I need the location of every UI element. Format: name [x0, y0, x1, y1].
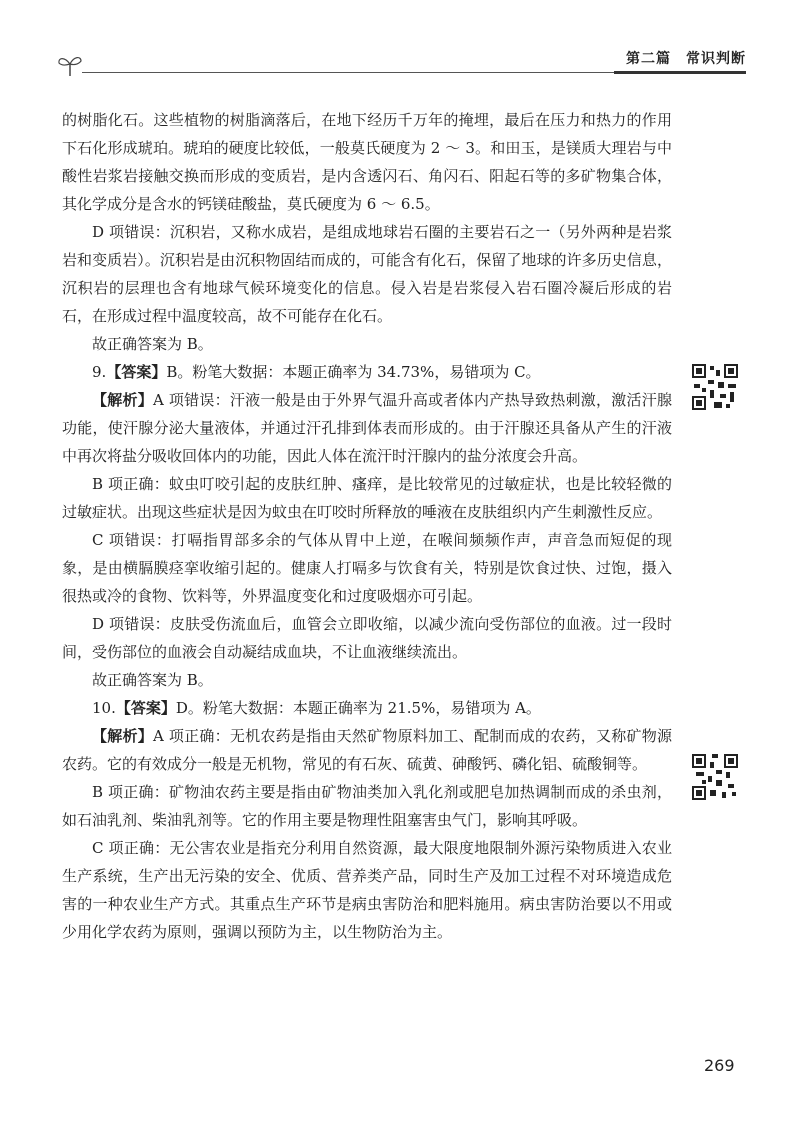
header-rule	[82, 72, 614, 73]
analysis-text: A 项正确：无机农药是指由天然矿物原料加工、配制而成的农药，又称矿物源农药。它的有效成分一般是无机物，常见的有石灰、硫黄、砷酸钙、磷化铝、硫酸铜等。	[62, 727, 672, 773]
answer-tag: 【答案】	[106, 363, 167, 381]
question-number: 10.	[92, 699, 116, 717]
header-rule-accent	[614, 71, 746, 74]
qr-code-icon[interactable]	[690, 362, 740, 412]
qr-code-icon[interactable]	[690, 752, 740, 802]
paragraph: 的树脂化石。这些植物的树脂滴落后，在地下经历千万年的掩埋，最后在压力和热力的作用下石化形成琥珀。琥珀的硬度比较低，一般莫氏硬度为 2 ～ 3。和田玉，是镁质大理岩与中酸性岩浆岩接触交换而形成的变质岩，是内含透闪石、角闪石、阳起石等的多矿物集合体，其化学成分是含水的钙镁硅酸盐，莫氏硬度为 6 ～ 6.5。	[62, 111, 672, 213]
answer-text: D。粉笔大数据：本题正确率为 21.5%，易错项为 A。	[175, 699, 541, 717]
page-body	[62, 106, 672, 946]
question-10-analysis	[62, 722, 672, 778]
paragraph: C 项错误：打嗝指胃部多余的气体从胃中上逆，在喉间频频作声，声音急而短促的现象，是由横膈膜痉挛收缩引起的。健康人打嗝多与饮食有关，特别是饮食过快、过饱，摄入很热或冷的食物、饮料等，外界温度变化和过度吸烟亦可引起。	[62, 531, 672, 605]
question-number: 9.	[92, 363, 107, 381]
question-10-answer-line	[62, 694, 672, 722]
question-9-analysis	[62, 386, 672, 470]
sprout-icon	[56, 50, 84, 78]
paragraph: B 项正确：蚊虫叮咬引起的皮肤红肿、瘙痒，是比较常见的过敏症状，也是比较轻微的过敏症状。出现这些症状是因为蚊虫在叮咬时所释放的唾液在皮肤组织内产生刺激性反应。	[62, 475, 672, 521]
question-9-answer-line	[62, 358, 672, 386]
answer-text: B。粉笔大数据：本题正确率为 34.73%，易错项为 C。	[166, 363, 541, 381]
page-number: 269	[704, 1056, 735, 1075]
paragraph: D 项错误：沉积岩，又称水成岩，是组成地球岩石圈的主要岩石之一（另外两种是岩浆岩和变质岩）。沉积岩是由沉积物固结而成的，可能含有化石，保留了地球的许多历史信息，沉积岩的层理也含有地球气候环境变化的信息。侵入岩是岩浆侵入岩石圈冷凝后形成的岩石，在形成过程中温度较高，故不可能存在化石。	[62, 223, 672, 325]
page-header	[56, 48, 746, 84]
paragraph: D 项错误：皮肤受伤流血后，血管会立即收缩，以减少流向受伤部位的血液。过一段时间，受伤部位的血液会自动凝结成血块，不让血液继续流出。	[62, 615, 672, 661]
answer-tag: 【答案】	[115, 699, 176, 717]
paragraph: 故正确答案为 B。	[92, 335, 213, 353]
analysis-text: A 项错误：汗液一般是由于外界气温升高或者体内产热导致热刺激，激活汗腺功能，使汗腺分泌大量液体，并通过汗孔排到体表而形成的。由于汗腺还具备从产生的汗液中再次将盐分吸收回体内的功能，因此人体在流汗时汗腺内的盐分浓度会升高。	[62, 391, 672, 465]
paragraph: C 项正确：无公害农业是指充分利用自然资源，最大限度地限制外源污染物质进入农业生产系统，生产出无污染的安全、优质、营养类产品，同时生产及加工过程不对环境造成危害的一种农业生产方式。其重点生产环节是病虫害防治和肥料施用。病虫害防治要以不用或少用化学农药为原则，强调以预防为主，以生物防治为主。	[62, 839, 672, 941]
analysis-tag: 【解析】	[92, 727, 154, 745]
analysis-tag: 【解析】	[92, 391, 154, 409]
section-title: 第二篇 常识判断	[626, 51, 746, 67]
paragraph: 故正确答案为 B。	[92, 671, 213, 689]
paragraph: B 项正确：矿物油农药主要是指由矿物油类加入乳化剂或肥皂加热调制而成的杀虫剂，如石油乳剂、柴油乳剂等。它的作用主要是物理性阻塞害虫气门，影响其呼吸。	[62, 783, 672, 829]
